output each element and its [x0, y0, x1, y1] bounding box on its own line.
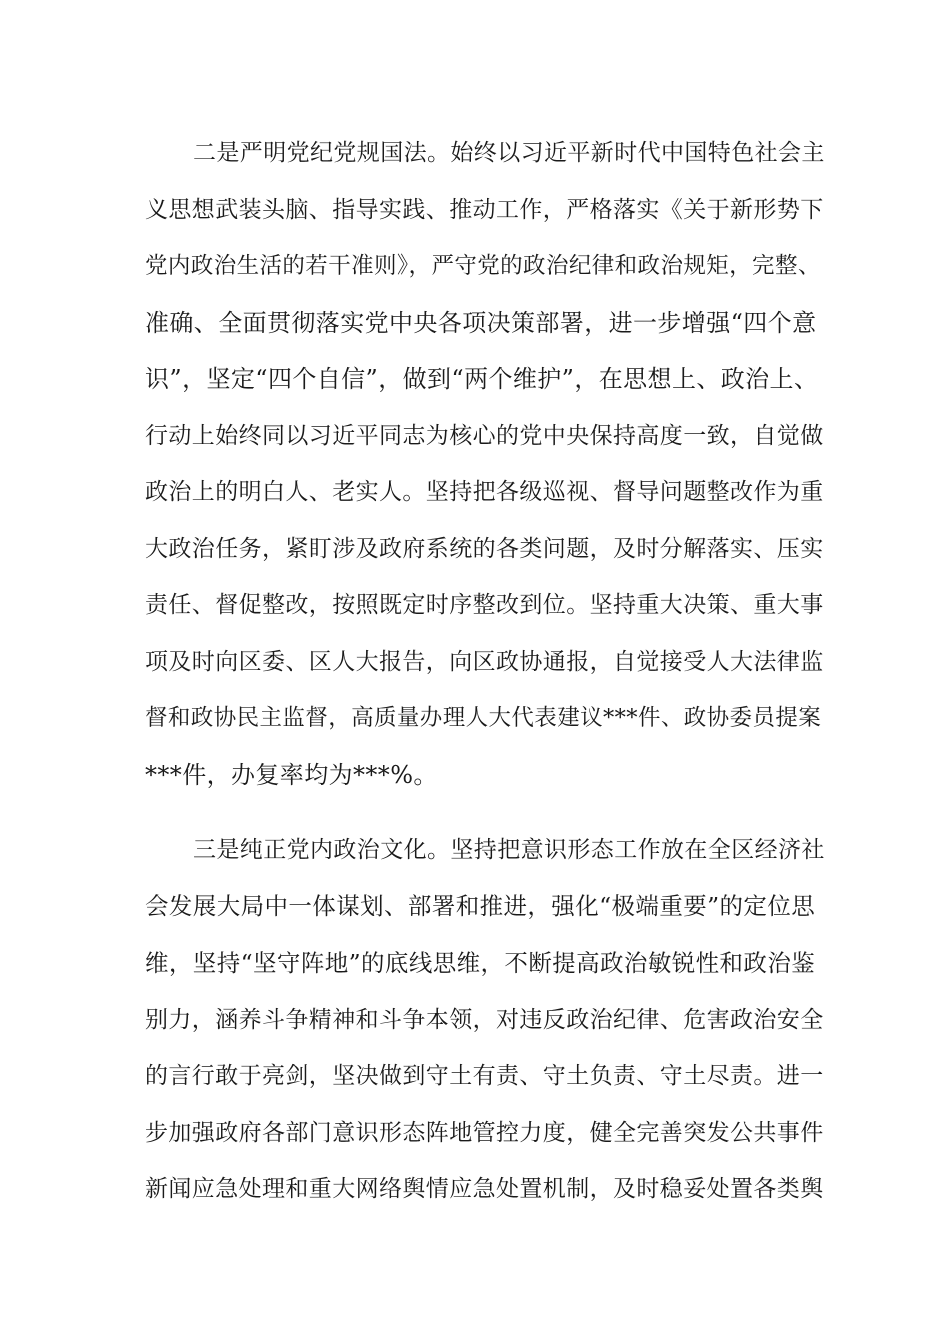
paragraph-line: 维，坚持“坚守阵地”的底线思维，不断提高政治敏锐性和政治鉴	[145, 949, 816, 977]
paragraph-line: 准确、全面贯彻落实党中央各项决策部署，进一步增强“四个意	[145, 309, 817, 337]
paragraph-line: 三是纯正党内政治文化。坚持把意识形态工作放在全区经济社	[193, 837, 825, 863]
paragraph-line: 党内政治生活的若干准则》，严守党的政治纪律和政治规矩，完整、	[145, 253, 821, 279]
paragraph-line: 项及时向区委、区人大报告，向区政协通报，自觉接受人大法律监	[145, 649, 824, 675]
paragraph-line: 别力，涵养斗争精神和斗争本领，对违反政治纪律、危害政治安全	[145, 1007, 824, 1033]
paragraph-line: 政治上的明白人、老实人。坚持把各级巡视、督导问题整改作为重	[145, 479, 824, 505]
paragraph-line: 大政治任务，紧盯涉及政府系统的各类问题，及时分解落实、压实	[145, 536, 824, 562]
paragraph-line: 行动上始终同以习近平同志为核心的党中央保持高度一致，自觉做	[145, 423, 824, 449]
paragraph-line: 步加强政府各部门意识形态阵地管控力度，健全完善突发公共事件	[145, 1120, 824, 1146]
paragraph-line: 新闻应急处理和重大网络舆情应急处置机制，及时稳妥处置各类舆	[145, 1176, 824, 1202]
paragraph-line: 的言行敢于亮剑，坚决做到守土有责、守土负责、守土尽责。进一	[145, 1063, 824, 1089]
paragraph-line: ***件，办复率均为***%。	[145, 761, 438, 789]
paragraph-line: 二是严明党纪党规国法。始终以习近平新时代中国特色社会主	[193, 140, 825, 166]
paragraph-line: 督和政协民主监督，高质量办理人大代表建议***件、政协委员提案	[145, 705, 822, 731]
paragraph-line: 会发展大局中一体谋划、部署和推进，强化“极端重要”的定位思	[145, 892, 816, 920]
paragraph-line: 义思想武装头脑、指导实践、推动工作，严格落实《关于新形势下	[145, 197, 824, 223]
paragraph-line: 识”，坚定“四个自信”，做到“两个维护”，在思想上、政治上、	[145, 365, 819, 393]
paragraph-line: 责任、督促整改，按照既定时序整改到位。坚持重大决策、重大事	[145, 592, 824, 618]
